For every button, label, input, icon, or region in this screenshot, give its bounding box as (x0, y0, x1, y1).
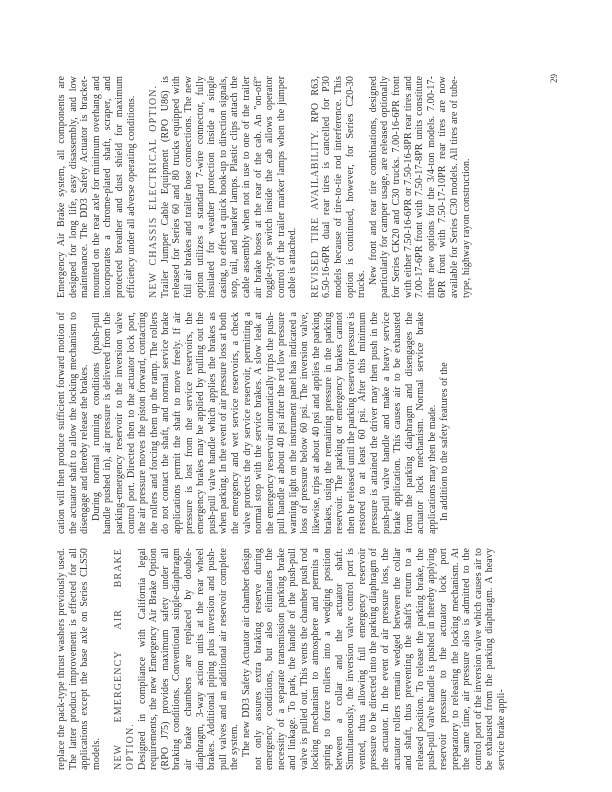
paragraph-text: During normal running conditions (push-pull handle pushed in), air pressure is delivered from the parking-emergency reservoir to the inversion valve control port. Directed then to the actuator lock port, the air pressure moves the piston forward, contacting the rollers and forcing them up the ramp. The rollers do not contact the shaft, and normal service brake applications permit the shaft to move freely. If air pressure is lost from the service reservoirs, the emergency brakes may be applied by pulling out the push-pull valve handle which applies the brakes as when parking. In the event of air pressure loss at both the emergency and wet service reservoirs, a check valve protects the dry service reservoir, permitting a normal stop with the service brakes. A slow leak at the emergency reservoir automatically trips the push-pull handle at about 40 psi after the red low pressure warning light on the instrument panel has indicated a loss of pressure below 60 psi. The inversion valve, likewise, trips at about 40 psi and applies the parking brakes, using the remaining pressure in the parking reservoir. The parking or emergency brakes cannot then be released until the parking reservoir pressure is restored to at least 60 psi. After this minimum pressure is attained the driver may then push in the push-pull valve handle and make a heavy service brake application. This causes air to be exhausted from the parking diaphragm and disengages the actuator lock mechanism. Normal service brake applications may then be made. (90, 312, 438, 534)
paragraph-continuation (56, 76, 137, 298)
text-column-left (56, 548, 508, 770)
section-new-emergency-air-brake-option (113, 548, 241, 770)
text-column-middle (56, 312, 508, 534)
text-content (56, 74, 508, 770)
paragraph-tire-combinations (368, 76, 472, 298)
section-heading: REVISED TIRE AVAILABILITY. (309, 129, 321, 298)
paragraph-text: New front and rear tire combinations, designed particularly for camper usage, are released optionally for Series CK20 and C30 trucks. 7.00-16-6PR front with either 7.50-16-6PR or 7.50-16-8PR rear tires and 7.00-17-6PR front with 7.50-17-8PR units constitute three new options for the 3/4-ton models. 7.00-17-6PR front with 7.50-17-10PR rear tires are now available for Series C30 models. All tires are of tube-type, highway rayon construction. (367, 76, 472, 298)
section-heading: NEW CHASSIS ELECTRICAL OPTION. (148, 84, 160, 298)
paragraph-dd3-actuator (241, 548, 508, 770)
paragraph-continuation (56, 548, 102, 770)
page-number: 29 (549, 74, 559, 83)
section-new-chassis-electrical-option (148, 76, 299, 298)
paragraph-text: Trailer Jumper Cable Equipment (RPO U86) is released for Series 60 and 80 trucks equipped with full air brakes and trailer hose connections. The new option utilizes a standard 7-wire connector, fully insulated for weather protection inside a single casing, to effect a quick hook-up to direction signals, stop, tail, and marker lamps. Plastic clips attach the cable assembly when not in use to one of the trailer air brake hoses at the rear of the cab. An "on-off" toggle-type switch inside the cab allows operator control of the trailer marker lamps when the jumper cable is attached. (159, 76, 299, 298)
paragraph-text: Designed in compliance with California legal requirements, the new Emergency Air Brake Option (RPO J75) provides maximum safety under all braking conditions. Conventional single-diaphragm air brake chambers are replaced by double-diaphragm, 3-way action units at the rear wheel brakes. Additional piping plus inversion and push-pull valves and an additional air reservoir complete the system. (136, 548, 241, 770)
paragraph-fragment (439, 312, 451, 534)
paragraph-text: cation will then produce sufficient forward motion of the actuator shaft to allow the locking mechanism to disengage and thereby release the brakes. (56, 312, 91, 534)
paragraph-text: RPO R63, 6.50-16-6PR dual rear tires is cancelled for P30 models because of tire-to-tie rod interference. This option is continued, however, for Series C20-30 trucks. (309, 76, 368, 298)
section-heading: NEW EMERGENCY AIR BRAKE OPTION. (113, 548, 136, 770)
paragraph-text: In addition to the safety features of the (438, 362, 450, 521)
paragraph-text: The new DD3 Safety Actuator air chamber design not only assures extra braking reserve during emergency conditions, but also eliminates the necessity of a separate transmission parking brake and linkage. To park, the handle of the push-pull valve is pulled out. This vents the chamber push rod locking mechanism to atmosphere and permits a spring to force rollers into a wedging position between a collar and the actuator shaft. Simultaneously, the inversion valve control port is vented, thus allowing full emergency reservoir pressure to be directed into the parking diaphragm of the actuator. In the event of air pressure loss, the actuator rollers remain wedged between the collar and shaft, thus preventing the shaft's return to a released position. To release the parking brake, the push-pull valve handle is pushed in thereby applying reservoir pressure to the actuator lock port preparatory to releasing the locking mechanism. At the same time, air pressure also is admitted to the control port of the inversion valve which causes air to be exhausted from the parking diaphragm. A heavy service brake appli- (240, 548, 507, 770)
text-column-right (56, 76, 508, 298)
paragraph-continuation (56, 312, 91, 534)
paragraph-normal-running (91, 312, 439, 534)
section-revised-tire-availability (310, 76, 368, 298)
paragraph-text: Emergency Air Brake system, all components are designed for long life, easy disassembly, and low maintenance. The DD3 Safety Actuator is bracket-mounted on the rear axle for minimum overhang and incorporates a chrome-plated shaft, scraper, and protected breather and dust shield for maximum efficiency under all adverse operating conditions. (56, 76, 137, 298)
paragraph-text: replace the pack-type thrust washers previously used. The latter product improvement is effected for all applications except the base axle on Series CLS50 models. (56, 548, 102, 770)
